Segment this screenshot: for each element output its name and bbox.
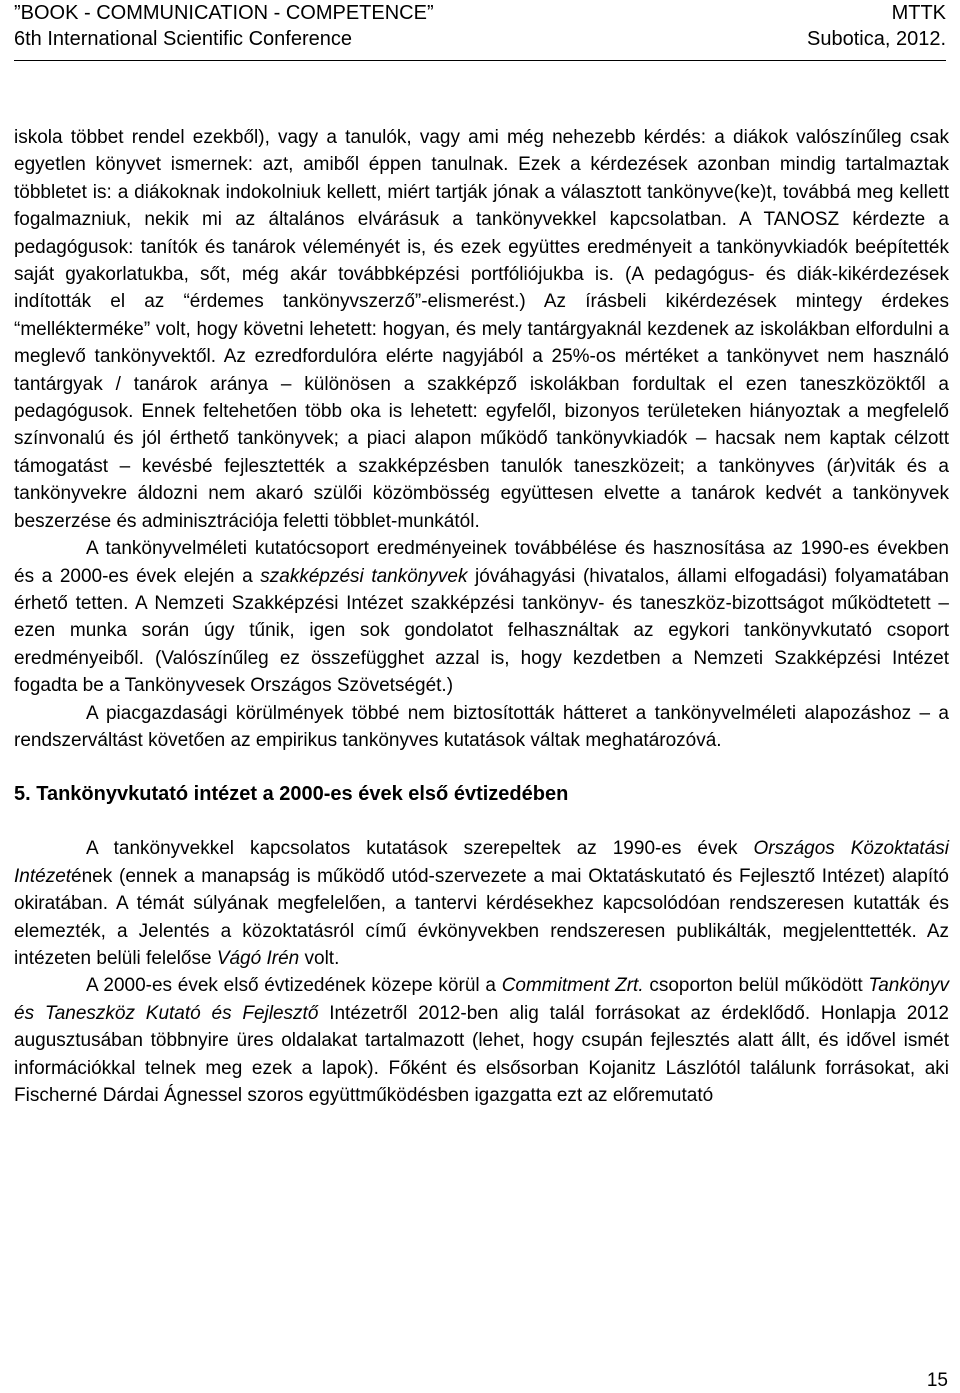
paragraph-3-text: A piacgazdasági körülmények többé nem biztosították hátteret a tankönyvelméleti alapozáshoz – a rendszerváltást követően az empirikus tankönyves kutatások váltak meghatározóvá. xyxy=(14,702,949,751)
paragraph-4-italic-a: Országos Közoktatási Intézet xyxy=(14,838,949,887)
paragraph-5-italic-b: Tankönyv és Taneszköz Kutató és Fejlesztő xyxy=(14,975,949,1024)
paragraph-2-text-a: A tankönyvelméleti kutatócsoport eredményeinek továbbélése és hasznosítása az 1990-es években és a 2000-es évek elején a xyxy=(14,538,949,587)
place-date: Subotica, 2012. xyxy=(807,28,946,50)
book-title: ”BOOK - COMMUNICATION - COMPETENCE” xyxy=(14,2,434,24)
paragraph-5-text-a: A 2000-es évek első évtizedének közepe körül a xyxy=(86,975,502,997)
paragraph-5-italic-a: Commitment Zrt. xyxy=(501,975,644,997)
spacer xyxy=(14,754,949,781)
page-body xyxy=(14,124,949,1109)
paragraph-5 xyxy=(14,972,949,1109)
paragraph-2-italic-a: szakképzési tankönyvek xyxy=(260,565,468,587)
paragraph-3 xyxy=(14,700,949,755)
paragraph-2 xyxy=(14,535,949,699)
paragraph-5-text-c: Intézetről 2012-ben alig talál forrásokat az érdeklődő. Honlapja 2012 augusztusában többnyire üres oldalakat tartalmazott (lehet, hogy csupán fejlesztés alatt állt, és idővel ismét információkkal telnek meg ezek a lapok). Főként és elsősorban Kojanitz Lászlótól találunk forrásokat, aki Fischerné Dárdai Ágnessel szoros együttműködésben igazgatta ezt az előremutató xyxy=(14,1002,949,1106)
paragraph-5-text-b: csoporton belül működött xyxy=(643,975,869,997)
paragraph-4-text-c: volt. xyxy=(299,947,340,969)
page-number: 15 xyxy=(926,1370,948,1391)
conference-name: 6th International Scientific Conference xyxy=(14,28,352,50)
paragraph-1 xyxy=(14,124,949,535)
header-row-top xyxy=(14,0,946,26)
paragraph-4-italic-b: Vágó Irén xyxy=(216,947,300,969)
paragraph-4-text-b: ének (ennek a manapság is működő utód-szervezete a mai Oktatáskutató és Fejlesztő Intézet) alapító okiratában. A témát súlyának megfelelően, a tantervi kérdésekhez kapcsolódóan rendszeresen kutatták és elemezték, a Jelentés a közoktatásról című évkönyvekben rendszeresen publikálták, megjelenttették. Az intézeten belüli felelőse xyxy=(14,865,949,969)
header-row-bottom xyxy=(14,26,946,52)
organizer: MTTK xyxy=(891,2,946,24)
paragraph-4-text-a: A tankönyvekkel kapcsolatos kutatások szerepeltek az 1990-es évek xyxy=(86,838,754,860)
paragraph-4 xyxy=(14,835,949,972)
paragraph-1-text: iskola többet rendel ezekből), vagy a tanulók, vagy ami még nehezebb kérdés: a diákok valószínűleg csak egyetlen könyvet ismernek: azt, amiből éppen tanulnak. Ezek a kérdezések azonban mindig tartalmaztak többletet is: a diákoknak indokolniuk kellett, miért tartják jónak a választott tankönyve(ke)t, továbbá meg kellett fogalmazniuk, nekik mi az általános elvárásuk a tankönyvekkel kapcsolatban. A TANOSZ kérdezte a pedagógusok: tanítók és tanárok véleményét is, és ezek együttes eredményeit a tankönyvkiadók beépítették saját gyakorlatukba, sőt, még akár továbbképzési portfóliójukba is. (A pedagógus- és diák-kikérdezések indították el az “érdemes tankönyvszerző”-elismerést.) Az írásbeli kikérdezések mintegy érdekes “mellékterméke” volt, hogy követni lehetett: hogyan, és mely tantárgyaknál kezdenek az iskolákban elfordulni a meglevő tankönyvektől. Az ezredfordulóra elérte nagyjából a 25%-os mértéket a tankönyvet nem használó tantárgyak / tanárok aránya – különösen a szakképző iskolákban fordultak el ezen taneszközöktől a pedagógusok. Ennek feltehetően több oka is lehetett: egyfelől, bizonyos területeken hiányoztak a megfelelő színvonalú és jól érthető tankönyvek; a piaci alapon működő tankönyvkiadók – hacsak nem kaptak célzott támogatást – kevésbé fejlesztették a szakképzésben tanulók taneszközeit; a tankönyves (ár)viták és a tankönyvekre áldozni nem akaró szülői közömbösség együttesen elvette a tanárok kedvét a tankönyvek beszerzése és adminisztrációja feletti többlet-munkától. xyxy=(14,127,949,532)
spacer xyxy=(14,808,949,835)
paragraph-2-text-b: jóváhagyási (hivatalos, állami elfogadási) folyamatában érhető tetten. A Nemzeti Szakképzési Intézet szakképzési tankönyv- és taneszköz-bizottságot működtetett – ezen munka során úgy tűnik, igen sok gondolatot felhasználtak az egykori tankönyvkutató csoport eredményeiből. (Valószínűleg ez összefügghet azzal is, hogy kezdetben a Nemzeti Szakképzési Intézet fogadta be a Tankönyvesek Országos Szövetségét.) xyxy=(14,565,949,697)
page-header xyxy=(14,0,946,61)
section-heading: 5. Tankönyvkutató intézet a 2000-es évek első évtizedében xyxy=(14,783,569,806)
